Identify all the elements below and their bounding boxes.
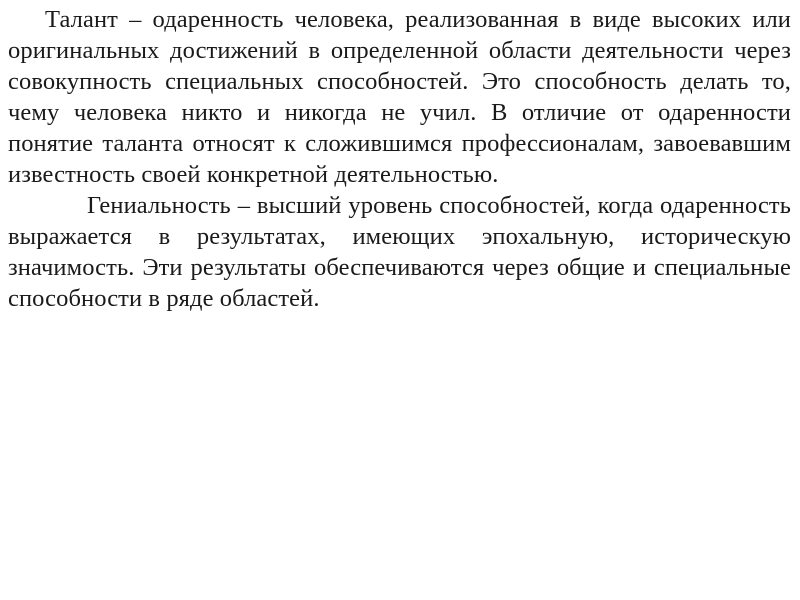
paragraph-talent: Талант – одаренность человека, реализованная в виде высоких или оригинальных достижений в определенной области деятельности через совокупность специальных способностей. Это способность делать то, чему человека никто и никогда не учил. В отличие от одаренности понятие таланта относят к сложившимся профессионалам, завоевавшим известность своей конкретной деятельностью. [8, 6, 791, 188]
paragraph-genius: Гениальность – высший уровень способностей, когда одаренность выражается в результатах, имеющих эпохальную, историческую значимость. Эти результаты обеспечиваются через общие и специальные способности в ряде областей. [8, 192, 791, 312]
text-block [8, 4, 791, 314]
